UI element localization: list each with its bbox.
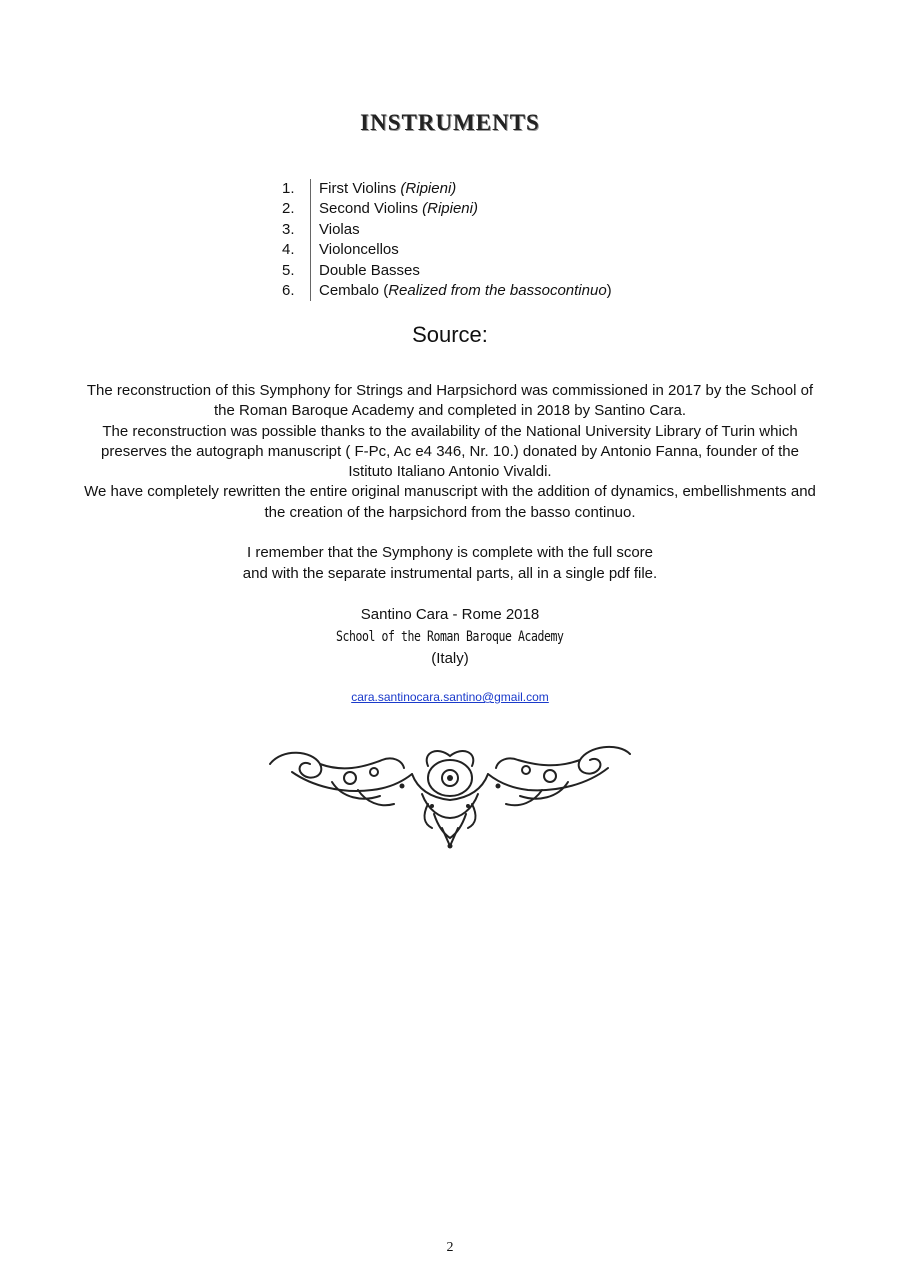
- baroque-ornament-icon: [262, 742, 638, 852]
- instrument-item: [282, 220, 682, 240]
- instrument-item: [282, 179, 682, 199]
- instrument-number: 3.: [282, 220, 295, 238]
- page-number: 2: [446, 1240, 454, 1255]
- instrument-number: 4.: [282, 241, 295, 259]
- instrument-item: [282, 199, 682, 219]
- source-body: [80, 381, 820, 523]
- remember-note: [80, 543, 820, 584]
- country-line: (Italy): [431, 650, 469, 667]
- source-heading: Source:: [412, 322, 488, 347]
- email-link[interactable]: cara.santinocara.santino@gmail.com: [351, 690, 549, 704]
- instruments-list: [282, 179, 682, 301]
- instrument-number: 1.: [282, 180, 295, 197]
- instrument-number: 2.: [282, 200, 295, 218]
- instrument-number: 5.: [282, 261, 295, 279]
- instrument-number: 6.: [282, 281, 295, 299]
- school-name: School of the Roman Baroque Academy: [336, 629, 564, 645]
- instrument-name: Violas: [310, 220, 360, 240]
- instrument-name: Second Violins (Ripieni): [310, 199, 478, 219]
- instruments-heading: INSTRUMENTS: [360, 110, 540, 135]
- remember-line: and with the separate instrumental parts, all in a single pdf file.: [242, 564, 658, 582]
- email-block: [0, 690, 900, 704]
- instrument-name: Violoncellos: [310, 240, 399, 260]
- instrument-item: [282, 261, 682, 281]
- instrument-name: First Violins (Ripieni): [310, 179, 456, 199]
- source-paragraph: We have completely rewritten the entire original manuscript with the addition of dynamics, embellishments and the creation of the harpsichord from the basso continuo.: [84, 483, 816, 521]
- instrument-item: [282, 281, 682, 301]
- instrument-name: Double Basses: [310, 261, 420, 281]
- remember-line: I remember that the Symphony is complete with the full score: [246, 544, 653, 561]
- source-paragraph: The reconstruction of this Symphony for Strings and Harpsichord was commissioned in 2017 by the School of the Roman Baroque Academy and completed in 2018 by Santino Cara.: [86, 382, 814, 420]
- source-paragraph: The reconstruction was possible thanks to the availability of the National University Library of Turin which preserves the autograph manuscript ( F-Pc, Ac e4 346, Nr. 10.) donated by Antonio Fanna, founder of the Istituto Italiano Antonio Vivaldi.: [101, 422, 799, 481]
- instrument-name: Cembalo (Realized from the bassocontinuo): [310, 281, 612, 301]
- signature-block: [0, 604, 900, 670]
- author-line: Santino Cara - Rome 2018: [360, 606, 540, 623]
- instrument-item: [282, 240, 682, 260]
